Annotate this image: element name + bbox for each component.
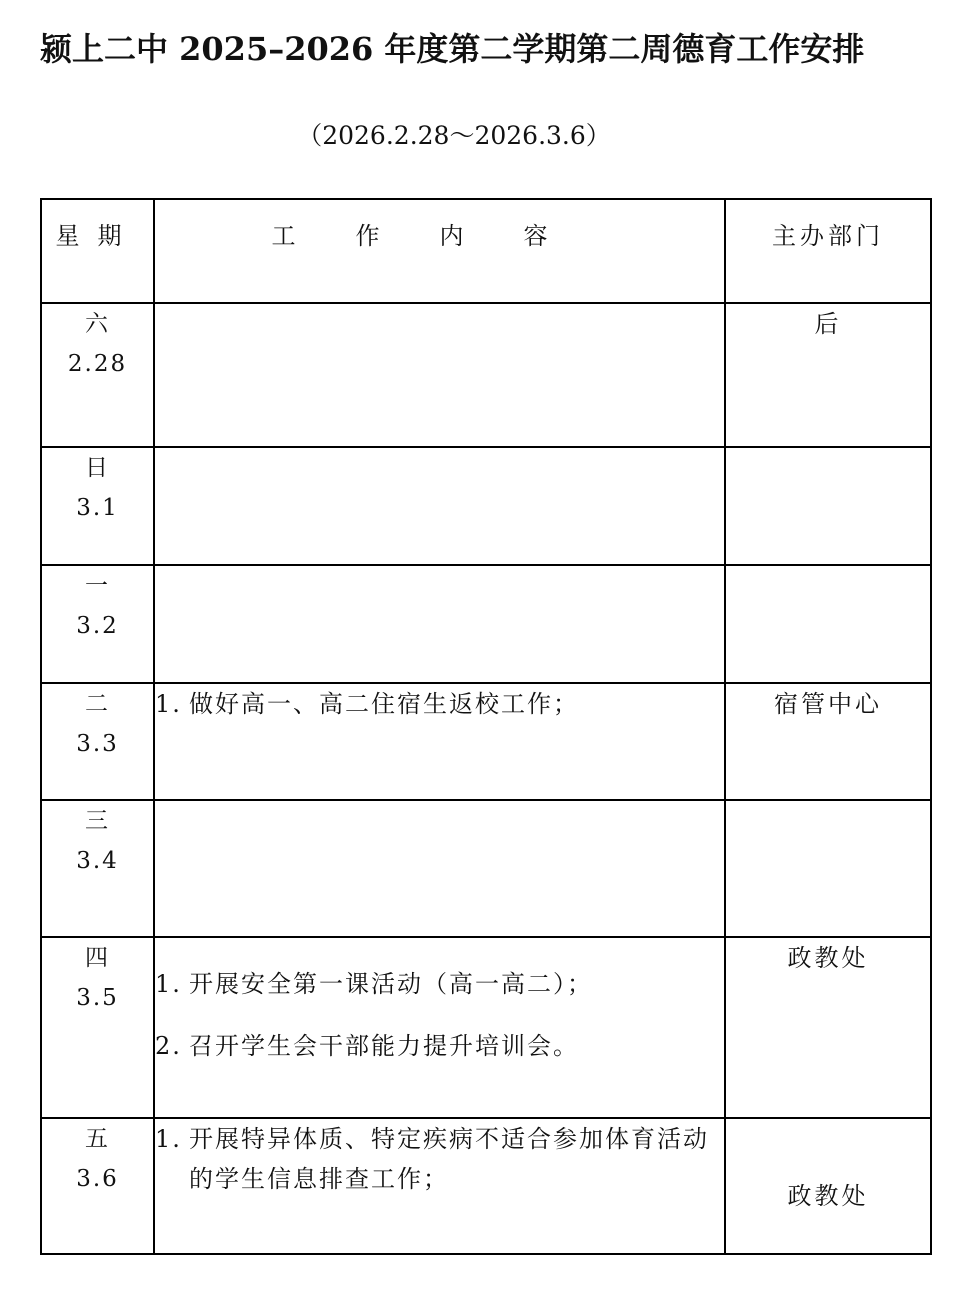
- table-row: [41, 565, 931, 683]
- day-cell: [41, 303, 154, 447]
- work-item: [155, 964, 724, 1004]
- department-cell: 后: [725, 303, 931, 447]
- day-cell: [41, 937, 154, 1118]
- table-row: [41, 800, 931, 937]
- item-text: 做好高一、高二住宿生返校工作；: [189, 690, 579, 718]
- content-cell: [154, 1118, 725, 1254]
- date: 2.28: [67, 351, 128, 377]
- date: 3.4: [76, 848, 119, 874]
- department-cell: [725, 565, 931, 683]
- date-range-text: （2026.2.28～2026.3.6）: [297, 121, 611, 150]
- department-cell: 宿管中心: [725, 683, 931, 800]
- header-department: 主办部门: [725, 199, 931, 303]
- item-text: 开展特异体质、特定疾病不适合参加体育活动的学生信息排查工作；: [189, 1125, 709, 1193]
- date: 3.5: [76, 985, 119, 1011]
- department-cell: [725, 447, 931, 565]
- item-number: 1.: [155, 1125, 182, 1153]
- weekday: 六: [85, 311, 110, 337]
- day-cell: [41, 447, 154, 565]
- date: 3.1: [76, 495, 119, 521]
- table-row: [41, 303, 931, 447]
- content-cell: [154, 565, 725, 683]
- department-cell: 政教处: [725, 937, 931, 1118]
- content-cell: [154, 303, 725, 447]
- item-number: 2.: [155, 1032, 182, 1060]
- date-range: [0, 116, 968, 152]
- day-cell: [41, 1118, 154, 1254]
- content-cell: [154, 800, 725, 937]
- work-item: [155, 1119, 724, 1199]
- weekday: 五: [85, 1126, 110, 1152]
- item-text: 召开学生会干部能力提升培训会。: [189, 1032, 579, 1060]
- item-number: 1.: [155, 970, 182, 998]
- day-cell: [41, 565, 154, 683]
- header-row: [41, 199, 931, 303]
- weekday: 日: [85, 455, 110, 481]
- content-cell: [154, 937, 725, 1118]
- weekday: 二: [85, 691, 110, 717]
- table-row: [41, 937, 931, 1118]
- weekday: 一: [85, 573, 110, 599]
- header-work-content: 工作内容: [154, 199, 725, 303]
- content-cell: [154, 683, 725, 800]
- header-weekday: 星期: [41, 199, 154, 303]
- date: 3.6: [76, 1166, 119, 1192]
- department-cell: 政教处: [725, 1118, 931, 1254]
- work-item: [155, 1026, 724, 1066]
- table-row: [41, 683, 931, 800]
- date: 3.2: [76, 613, 119, 639]
- date: 3.3: [76, 731, 119, 757]
- weekday: 三: [85, 808, 110, 834]
- document-title: 颍上二中 2025–2026 年度第二学期第二周德育工作安排: [40, 30, 865, 68]
- schedule-table: [40, 198, 932, 1255]
- table-row: [41, 447, 931, 565]
- weekday: 四: [85, 945, 110, 971]
- table-row: [41, 1118, 931, 1254]
- day-cell: [41, 800, 154, 937]
- day-cell: [41, 683, 154, 800]
- item-text: 开展安全第一课活动（高一高二）；: [189, 970, 593, 998]
- item-number: 1.: [155, 690, 182, 718]
- work-item: [155, 684, 724, 724]
- department-cell: [725, 800, 931, 937]
- content-cell: [154, 447, 725, 565]
